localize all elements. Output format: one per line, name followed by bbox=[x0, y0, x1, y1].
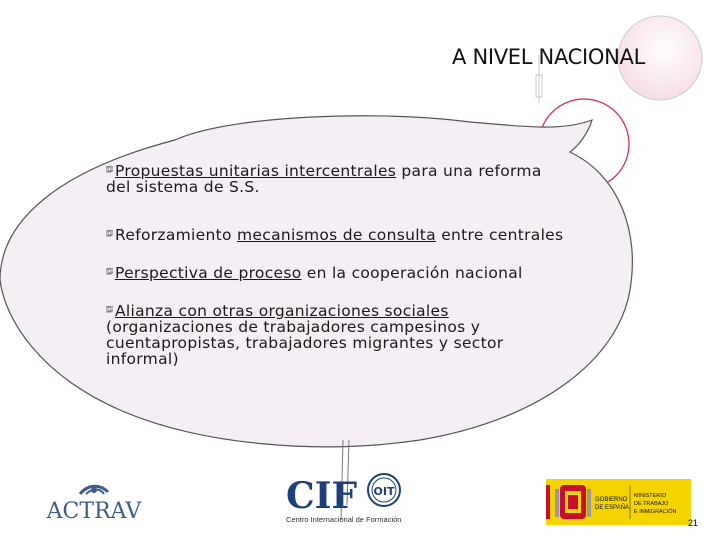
slide-title: A NIVEL NACIONAL bbox=[452, 45, 646, 69]
svg-text:MINISTERIO: MINISTERIO bbox=[634, 493, 667, 499]
bullet-text: para una reforma del sistema de S.S. bbox=[106, 162, 542, 196]
actrav-text: ACTRAV bbox=[46, 499, 142, 522]
bullet-icon bbox=[106, 166, 113, 173]
oit-text: OIT bbox=[373, 485, 395, 498]
bullet-item bbox=[106, 163, 566, 195]
bullet-icon bbox=[106, 230, 113, 237]
bullet-icon bbox=[106, 306, 113, 313]
actrav-logo bbox=[42, 478, 147, 522]
bullet-text: entre centrales bbox=[435, 226, 564, 244]
bullet-underlined-text: Propuestas unitarias intercentrales bbox=[115, 162, 397, 180]
bullet-list bbox=[106, 163, 566, 399]
bullet-item bbox=[106, 265, 566, 281]
cif-logo bbox=[284, 470, 404, 526]
bullet-underlined-text: mecanismos de consulta bbox=[237, 226, 436, 244]
bullet-underlined-text: Perspectiva de proceso bbox=[115, 264, 302, 282]
coat-of-arms-icon bbox=[555, 485, 591, 519]
bullet-icon bbox=[106, 268, 113, 275]
bullet-text: (organizaciones de trabajadores campesinos y cuentapropistas, trabajadores migrantes y sector informal) bbox=[106, 318, 504, 368]
bullet-text: Reforzamiento bbox=[115, 226, 238, 244]
svg-text:DE ESPAÑA: DE ESPAÑA bbox=[595, 505, 629, 511]
bullet-item bbox=[106, 303, 566, 367]
spain-government-logo bbox=[546, 479, 691, 525]
svg-text:DE TRABAJO: DE TRABAJO bbox=[634, 501, 669, 507]
svg-text:GOBIERNO: GOBIERNO bbox=[595, 497, 628, 503]
bullet-text: en la cooperación nacional bbox=[301, 264, 523, 282]
cif-subtitle: Centro Internacional de Formación bbox=[286, 515, 402, 524]
bullet-item bbox=[106, 227, 566, 243]
svg-text:E INMIGRACIÓN: E INMIGRACIÓN bbox=[634, 509, 677, 515]
cif-text: CIF bbox=[286, 475, 358, 517]
bullet-underlined-text: Alianza con otras organizaciones sociales bbox=[115, 302, 449, 320]
page-number: 21 bbox=[688, 518, 699, 528]
